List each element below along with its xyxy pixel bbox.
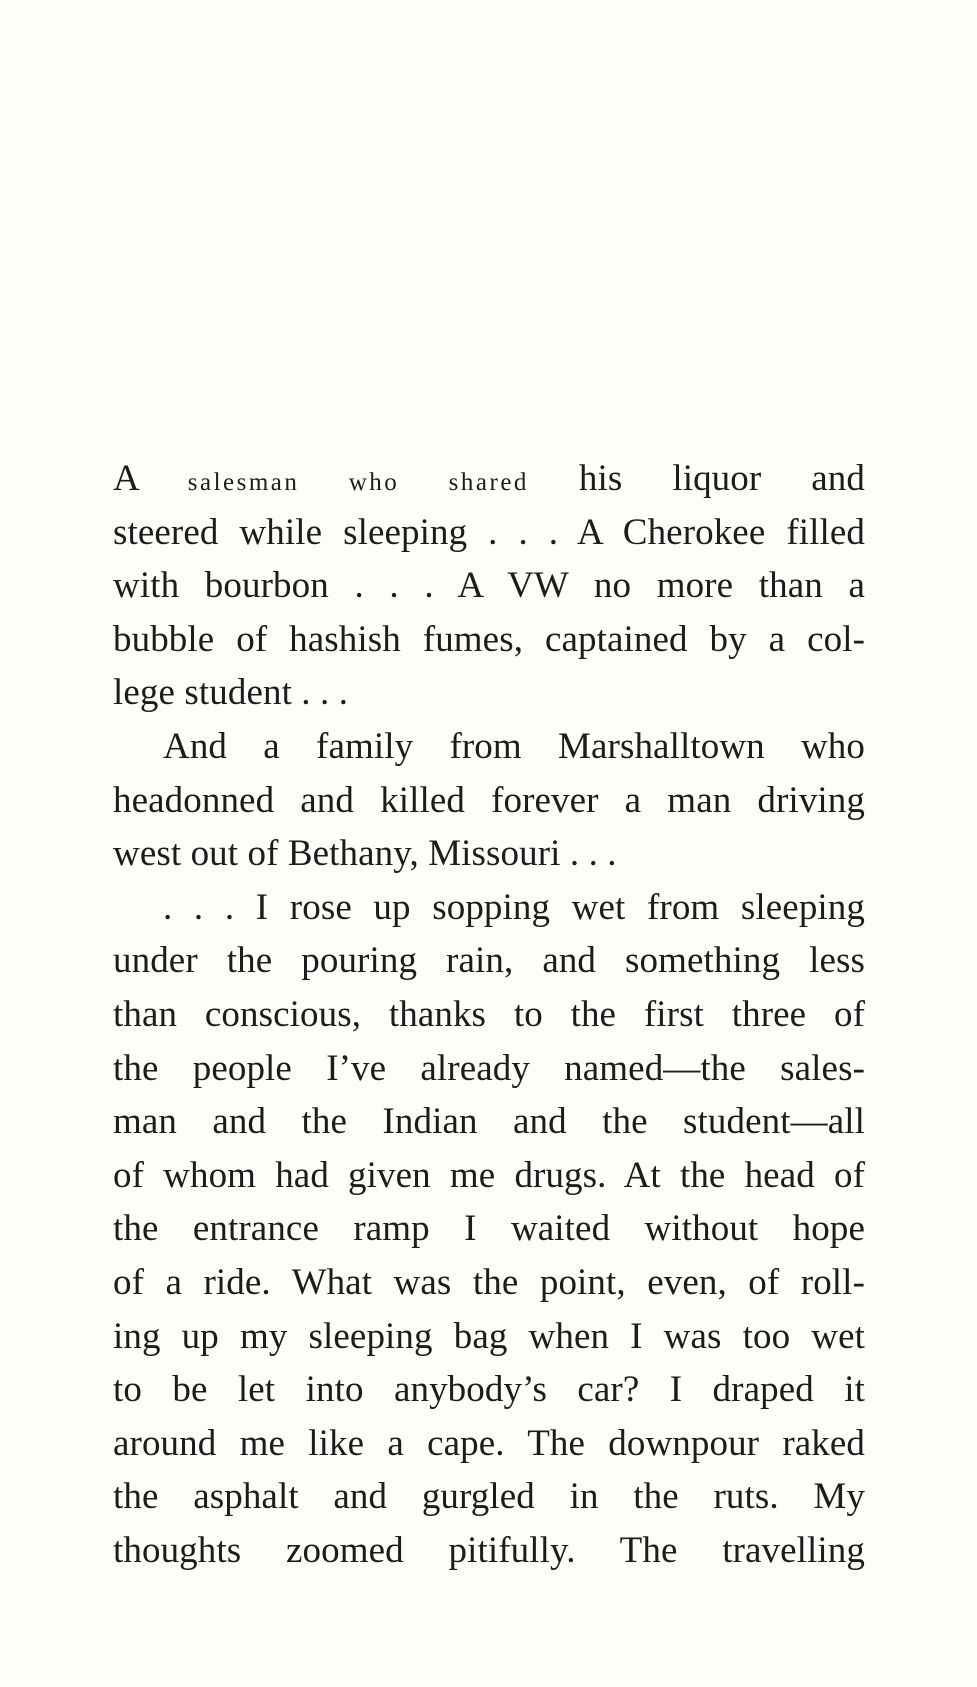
text-line: lege student . . . [113,672,349,714]
paragraph-3 [113,881,865,1578]
text-line: the asphalt and gurgled in the ruts. My [113,1476,865,1518]
text-line: with bourbon . . . A VW no more than a [113,565,865,607]
paragraph-1 [113,452,865,720]
text-line: man and the Indian and the student—all [113,1101,865,1143]
text-line: around me like a cape. The downpour raked [113,1422,865,1464]
opening-line-rest: his liquor and [528,458,865,499]
text-line: the entrance ramp I waited without hope [113,1208,865,1250]
text-line: of a ride. What was the point, even, of roll- [113,1261,865,1303]
text-line [113,452,865,506]
text-line: bubble of hashish fumes, captained by a col- [113,618,865,660]
text-line: ing up my sleeping bag when I was too wet [113,1315,865,1357]
lead-capital: A [113,458,138,499]
small-caps-opening: salesman who shared [187,469,529,496]
text-line: . . . I rose up sopping wet from sleeping [163,886,865,928]
text-line: to be let into anybody’s car? I draped it [113,1369,865,1411]
text-line: of whom had given me drugs. At the head of [113,1154,865,1196]
text-line: thoughts zoomed pitifully. The travelling [113,1529,865,1571]
text-line: west out of Bethany, Missouri . . . [113,833,617,875]
text-line: than conscious, thanks to the first three of [113,993,865,1035]
body-text [113,452,865,1577]
text-line: And a family from Marshalltown who [163,725,865,767]
text-line: the people I’ve already named—the sales- [113,1047,865,1089]
text-line: under the pouring rain, and something less [113,940,865,982]
text-line: steered while sleeping . . . A Cherokee filled [113,511,865,553]
text-line: headonned and killed forever a man driving [113,779,865,821]
paragraph-2 [113,720,865,881]
